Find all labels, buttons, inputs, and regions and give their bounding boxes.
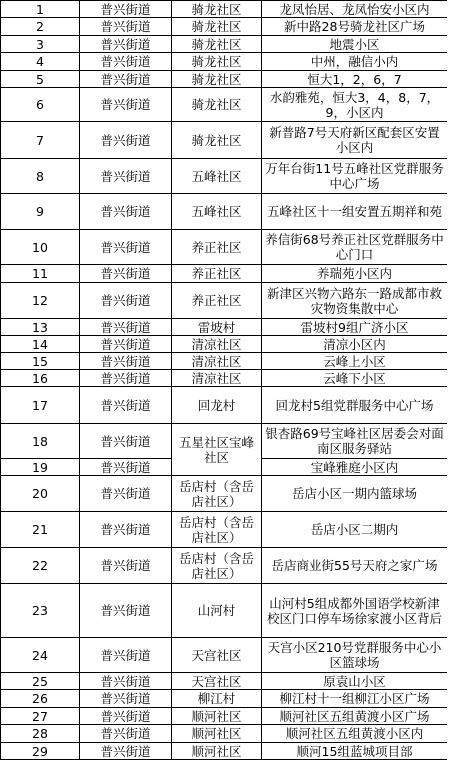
street-cell: 普兴街道 <box>80 336 172 353</box>
place-cell: 五峰社区十一组安置五期祥和苑 <box>262 194 448 230</box>
place-cell: 银杏路69号宝峰社区居委会对面南区服务驿站 <box>262 424 448 459</box>
table-row <box>1 743 448 760</box>
place-cell: 天宫小区210号党群服务中心小区篮球场 <box>262 638 448 673</box>
street-cell: 普兴街道 <box>80 122 172 159</box>
table-row <box>1 1 448 18</box>
table-row <box>1 584 448 638</box>
row-number: 20 <box>1 476 80 512</box>
place-cell: 回龙村5组党群服务中心广场 <box>262 387 448 424</box>
community-cell: 骑龙社区 <box>172 122 262 159</box>
street-cell: 普兴街道 <box>80 265 172 283</box>
community-cell: 养正社区 <box>172 265 262 283</box>
row-number: 12 <box>1 283 80 319</box>
street-cell: 普兴街道 <box>80 743 172 760</box>
community-cell: 骑龙社区 <box>172 88 262 122</box>
street-cell: 普兴街道 <box>80 424 172 459</box>
row-number: 22 <box>1 548 80 584</box>
table-row <box>1 122 448 159</box>
community-cell: 清凉社区 <box>172 370 262 387</box>
community-cell: 骑龙社区 <box>172 53 262 71</box>
community-cell: 天宫社区 <box>172 638 262 673</box>
community-cell: 清凉社区 <box>172 336 262 353</box>
row-number: 16 <box>1 370 80 387</box>
table-row <box>1 387 448 424</box>
place-cell: 水韵雅苑，恒大3，4，8，7，9，小区内 <box>262 88 448 122</box>
community-cell: 清凉社区 <box>172 353 262 370</box>
row-number: 28 <box>1 725 80 743</box>
place-cell: 新中路28号骑龙社区广场 <box>262 18 448 36</box>
street-cell: 普兴街道 <box>80 194 172 230</box>
table-row <box>1 725 448 743</box>
row-number: 24 <box>1 638 80 673</box>
row-number: 19 <box>1 459 80 476</box>
table-row <box>1 424 448 459</box>
place-cell: 新津区兴物六路东一路成都市救灾物资集散中心 <box>262 283 448 319</box>
street-cell: 普兴街道 <box>80 159 172 194</box>
community-cell: 顺河社区 <box>172 708 262 725</box>
row-number: 7 <box>1 122 80 159</box>
row-number: 29 <box>1 743 80 760</box>
place-cell: 云峰下小区 <box>262 370 448 387</box>
row-number: 14 <box>1 336 80 353</box>
table-row <box>1 512 448 548</box>
place-cell: 岳店小区一期内篮球场 <box>262 476 448 512</box>
table-row <box>1 708 448 725</box>
table-row <box>1 548 448 584</box>
table-row <box>1 353 448 370</box>
community-cell: 五星社区宝峰社区 <box>172 424 262 476</box>
table-row <box>1 230 448 265</box>
street-cell: 普兴街道 <box>80 690 172 708</box>
place-cell: 龙凤怡居、龙凤怡安小区内 <box>262 1 448 18</box>
table-row <box>1 476 448 512</box>
place-cell: 新普路7号天府新区配套区安置小区内 <box>262 122 448 159</box>
table-row <box>1 638 448 673</box>
street-cell: 普兴街道 <box>80 230 172 265</box>
table-row <box>1 319 448 336</box>
place-cell: 养瑞苑小区内 <box>262 265 448 283</box>
street-cell: 普兴街道 <box>80 387 172 424</box>
place-cell: 顺河社区五组黄渡小区广场 <box>262 708 448 725</box>
community-cell: 岳店村（含岳店社区） <box>172 548 262 584</box>
table-row <box>1 88 448 122</box>
community-cell: 山河村 <box>172 584 262 638</box>
row-number: 23 <box>1 584 80 638</box>
community-cell: 回龙村 <box>172 387 262 424</box>
street-cell: 普兴街道 <box>80 708 172 725</box>
place-cell: 柳江村十一组柳江小区广场 <box>262 690 448 708</box>
place-cell: 地震小区 <box>262 36 448 53</box>
table-row <box>1 71 448 88</box>
table-row <box>1 283 448 319</box>
community-cell: 岳店村（含岳店社区） <box>172 476 262 512</box>
table-row <box>1 690 448 708</box>
street-cell: 普兴街道 <box>80 476 172 512</box>
street-cell: 普兴街道 <box>80 673 172 690</box>
street-cell: 普兴街道 <box>80 353 172 370</box>
community-cell: 顺河社区 <box>172 725 262 743</box>
place-cell: 原袁山小区 <box>262 673 448 690</box>
place-cell: 云峰上小区 <box>262 353 448 370</box>
place-cell: 顺河社区五组黄渡小区内 <box>262 725 448 743</box>
table-row <box>1 36 448 53</box>
place-cell: 养信街68号养正社区党群服务中心门口 <box>262 230 448 265</box>
street-cell: 普兴街道 <box>80 512 172 548</box>
street-cell: 普兴街道 <box>80 18 172 36</box>
table-row <box>1 159 448 194</box>
community-cell: 岳店村（含岳店社区） <box>172 512 262 548</box>
street-cell: 普兴街道 <box>80 638 172 673</box>
community-cell: 天宫社区 <box>172 673 262 690</box>
street-cell: 普兴街道 <box>80 36 172 53</box>
community-cell: 骑龙社区 <box>172 71 262 88</box>
table-row <box>1 265 448 283</box>
street-cell: 普兴街道 <box>80 1 172 18</box>
place-cell: 清凉小区内 <box>262 336 448 353</box>
community-cell: 顺河社区 <box>172 743 262 760</box>
row-number: 10 <box>1 230 80 265</box>
table-row <box>1 194 448 230</box>
row-number: 13 <box>1 319 80 336</box>
community-cell: 雷坡村 <box>172 319 262 336</box>
row-number: 1 <box>1 1 80 18</box>
street-cell: 普兴街道 <box>80 459 172 476</box>
community-cell: 五峰社区 <box>172 159 262 194</box>
place-cell: 恒大1，2，6，7 <box>262 71 448 88</box>
street-cell: 普兴街道 <box>80 725 172 743</box>
street-cell: 普兴街道 <box>80 88 172 122</box>
street-cell: 普兴街道 <box>80 53 172 71</box>
row-number: 11 <box>1 265 80 283</box>
community-cell: 骑龙社区 <box>172 18 262 36</box>
community-cell: 柳江村 <box>172 690 262 708</box>
street-cell: 普兴街道 <box>80 548 172 584</box>
community-cell: 养正社区 <box>172 283 262 319</box>
street-cell: 普兴街道 <box>80 584 172 638</box>
table-row <box>1 673 448 690</box>
row-number: 4 <box>1 53 80 71</box>
street-cell: 普兴街道 <box>80 370 172 387</box>
place-cell: 中州，融信小内 <box>262 53 448 71</box>
place-cell: 万年台街11号五峰社区党群服务中心广场 <box>262 159 448 194</box>
community-cell: 骑龙社区 <box>172 1 262 18</box>
row-number: 25 <box>1 673 80 690</box>
window-edge <box>447 0 452 778</box>
row-number: 3 <box>1 36 80 53</box>
row-number: 17 <box>1 387 80 424</box>
row-number: 27 <box>1 708 80 725</box>
table-row <box>1 18 448 36</box>
place-cell: 岳店小区二期内 <box>262 512 448 548</box>
row-number: 5 <box>1 71 80 88</box>
row-number: 18 <box>1 424 80 459</box>
place-cell: 岳店商业街55号天府之家广场 <box>262 548 448 584</box>
street-cell: 普兴街道 <box>80 71 172 88</box>
table-row <box>1 370 448 387</box>
place-cell: 山河村5组成都外国语学校新津校区门口停车场徐家渡小区背后 <box>262 584 448 638</box>
row-number: 21 <box>1 512 80 548</box>
row-number: 8 <box>1 159 80 194</box>
street-cell: 普兴街道 <box>80 319 172 336</box>
community-cell: 五峰社区 <box>172 194 262 230</box>
row-number: 26 <box>1 690 80 708</box>
row-number: 15 <box>1 353 80 370</box>
community-cell: 骑龙社区 <box>172 36 262 53</box>
table-row <box>1 336 448 353</box>
place-cell: 雷坡村9组广济小区 <box>262 319 448 336</box>
street-cell: 普兴街道 <box>80 283 172 319</box>
row-number: 9 <box>1 194 80 230</box>
table-row <box>1 53 448 71</box>
row-number: 2 <box>1 18 80 36</box>
place-cell: 宝峰雅庭小区内 <box>262 459 448 476</box>
row-number: 6 <box>1 88 80 122</box>
community-cell: 养正社区 <box>172 230 262 265</box>
place-cell: 顺河15组蓝城项目部 <box>262 743 448 760</box>
